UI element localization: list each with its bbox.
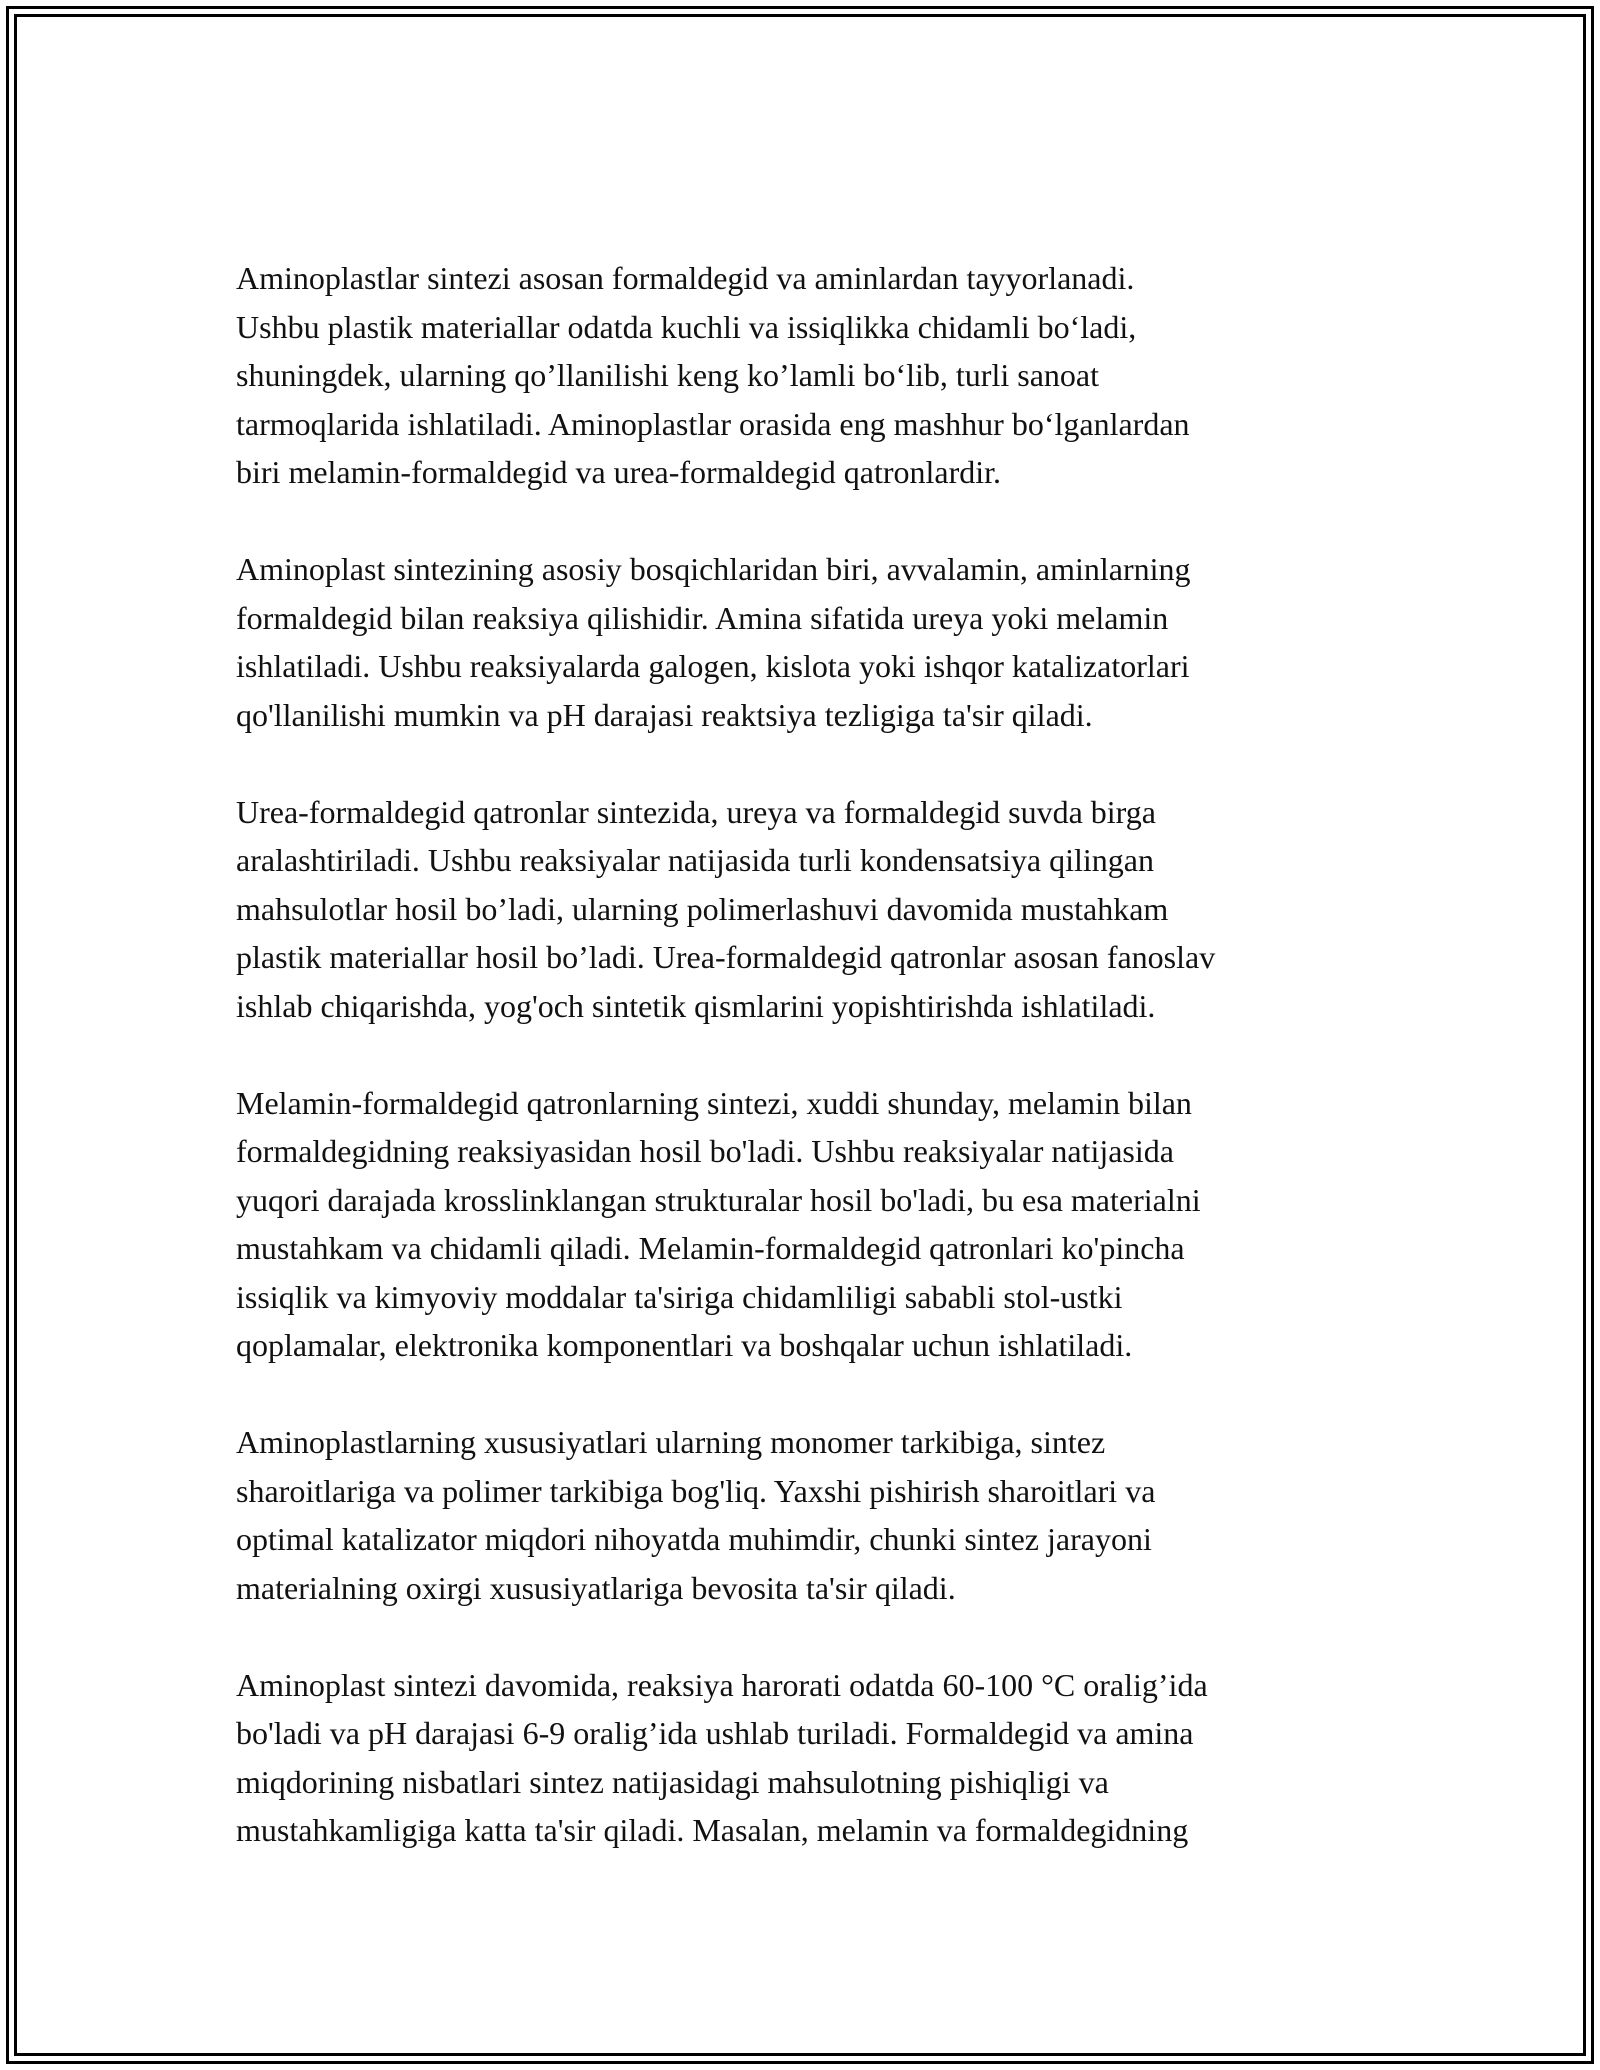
text-line: optimal katalizator miqdori nihoyatda muhimdir, chunki sintez jarayoni (236, 1521, 1152, 1557)
paragraph (236, 254, 1376, 497)
paragraph (236, 1661, 1376, 1855)
text-line: Urea-formaldegid qatronlar sintezida, ureya va formaldegid suvda birga (236, 793, 1156, 830)
text-line: formaldegid bilan reaksiya qilishidir. Amina sifatida ureya yoki melamin (236, 599, 1169, 636)
text-line: Ushbu plastik materiallar odatda kuchli va issiqlikka chidamli bo‘ladi, (236, 308, 1137, 345)
document-body (236, 254, 1376, 1903)
text-line: qo'llanilishi mumkin va pH darajasi reaktsiya tezligiga ta'sir qiladi. (236, 696, 1093, 733)
text-line: Melamin-formaldegid qatronlarning sintezi, xuddi shunday, melamin bilan (236, 1084, 1192, 1121)
text-line: biri melamin-formaldegid va urea-formaldegid qatronlardir. (236, 454, 1002, 490)
text-line: Aminoplast sintezi davomida, reaksiya harorati odatda 60-100 °C oralig’ida (236, 1666, 1208, 1703)
text-line: mahsulotlar hosil bo’ladi, ularning polimerlashuvi davomida mustahkam (236, 890, 1169, 927)
text-line: Aminoplastlar sintezi asosan formaldegid va aminlardan tayyorlanadi. (236, 260, 1135, 296)
text-line: issiqlik va kimyoviy moddalar ta'siriga chidamliligi sababli stol-ustki (236, 1278, 1123, 1315)
text-line: bo'ladi va pH darajasi 6-9 oralig’ida ushlab turiladi. Formaldegid va amina (236, 1715, 1194, 1751)
text-line: shuningdek, ularning qo’llanilishi keng ko’lamli bo‘lib, turli sanoat (236, 357, 1099, 393)
text-line: formaldegidning reaksiyasidan hosil bo'ladi. Ushbu reaksiyalar natijasida (236, 1133, 1174, 1169)
paragraph (236, 788, 1376, 1031)
text-line: mustahkamligiga katta ta'sir qiladi. Masalan, melamin va formaldegidning (236, 1812, 1189, 1848)
text-line: miqdorining nisbatlari sintez natijasidagi mahsulotning pishiqligi va (236, 1763, 1109, 1800)
text-line: materialning oxirgi xususiyatlariga bevosita ta'sir qiladi. (236, 1569, 956, 1606)
text-line: plastik materiallar hosil bo’ladi. Urea-formaldegid qatronlar asosan fanoslav (236, 939, 1216, 975)
text-line: Aminoplastlarning xususiyatlari ularning monomer tarkibiga, sintez (236, 1424, 1106, 1460)
text-line: mustahkam va chidamli qiladi. Melamin-formaldegid qatronlari ko'pincha (236, 1230, 1185, 1266)
text-line: Aminoplast sintezining asosiy bosqichlaridan biri, avvalamin, aminlarning (236, 551, 1191, 587)
paragraph (236, 545, 1376, 739)
paragraph (236, 1079, 1376, 1370)
text-line: sharoitlariga va polimer tarkibiga bog'liq. Yaxshi pishirish sharoitlari va (236, 1472, 1156, 1509)
paragraph (236, 1418, 1376, 1612)
text-line: yuqori darajada krosslinklangan strukturalar hosil bo'ladi, bu esa materialni (236, 1181, 1201, 1218)
text-line: tarmoqlarida ishlatiladi. Aminoplastlar orasida eng mashhur bo‘lganlardan (236, 405, 1190, 442)
text-line: ishlab chiqarishda, yog'och sintetik qismlarini yopishtirishda ishlatiladi. (236, 987, 1156, 1024)
text-line: qoplamalar, elektronika komponentlari va boshqalar uchun ishlatiladi. (236, 1327, 1133, 1363)
text-line: ishlatiladi. Ushbu reaksiyalarda galogen, kislota yoki ishqor katalizatorlari (236, 648, 1190, 684)
text-line: aralashtiriladi. Ushbu reaksiyalar natijasida turli kondensatsiya qilingan (236, 842, 1154, 878)
